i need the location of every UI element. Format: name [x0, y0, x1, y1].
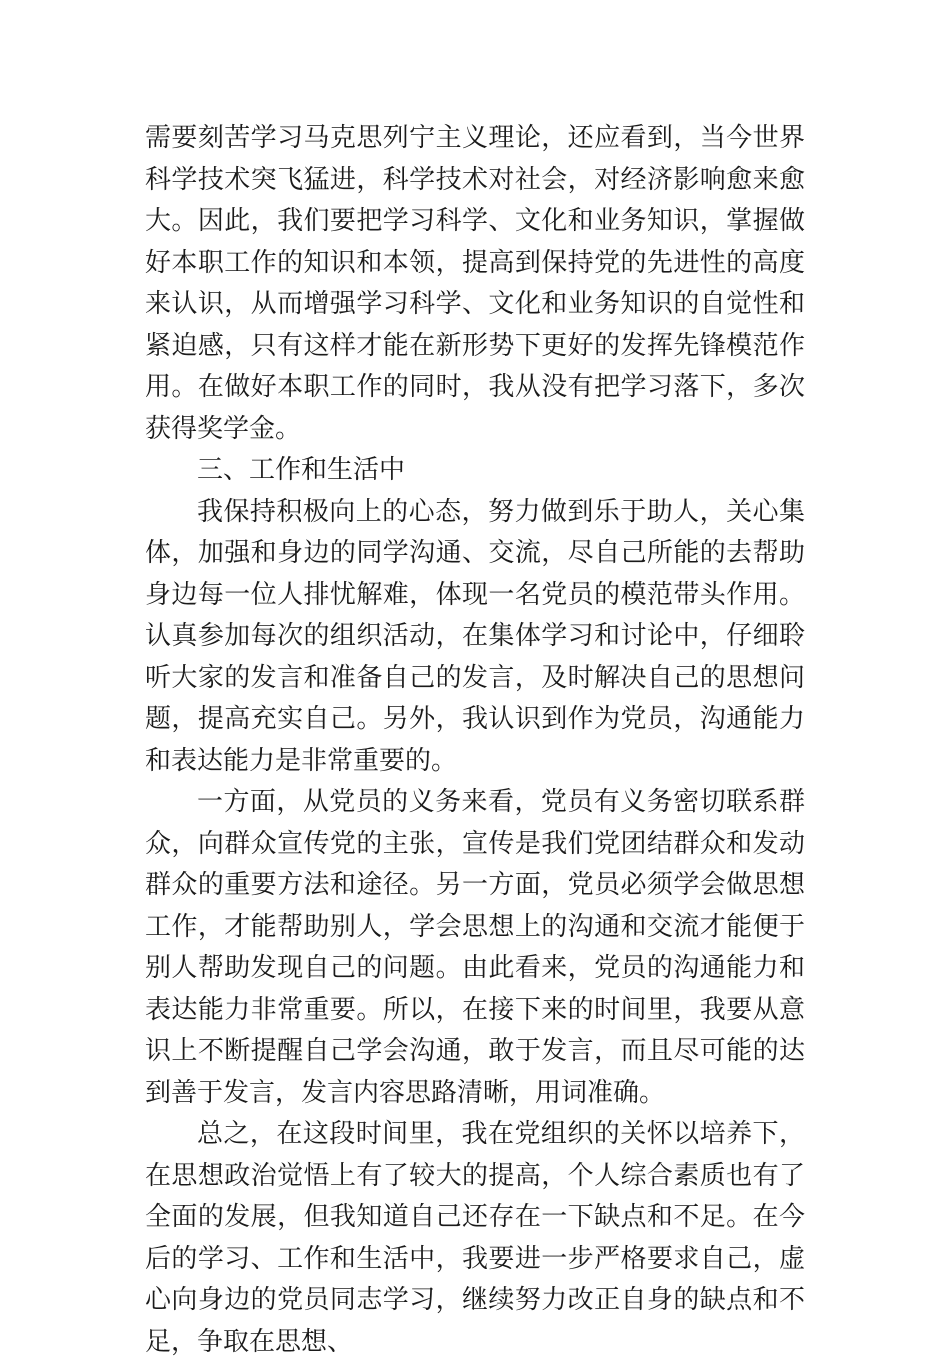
paragraph-attitude: 我保持积极向上的心态，努力做到乐于助人，关心集体，加强和身边的同学沟通、交流，尽自己所能的去帮助身边每一位人排忧解难，体现一名党员的模范带头作用。认真参加每次的组织活动，在集体学习和讨论中，仔细聆听大家的发言和准备自己的发言，及时解决自己的思想问题，提高充实自己。另外，我认识到作为党员，沟通能力和表达能力是非常重要的。	[145, 496, 805, 776]
document-body	[145, 118, 805, 1363]
paragraph-study-continuation: 需要刻苦学习马克思列宁主义理论，还应看到，当今世界科学技术突飞猛进，科学技术对社会，对经济影响愈来愈大。因此，我们要把学习科学、文化和业务知识，掌握做好本职工作的知识和本领，提高到保持党的先进性的高度来认识，从而增强学习科学、文化和业务知识的自觉性和紧迫感，只有这样才能在新形势下更好的发挥先锋模范作用。在做好本职工作的同时，我从没有把学习落下，多次获得奖学金。	[145, 123, 805, 444]
paragraph-conclusion: 总之，在这段时间里，我在党组织的关怀以培养下，在思想政治觉悟上有了较大的提高，个人综合素质也有了全面的发展，但我知道自己还存在一下缺点和不足。在今后的学习、工作和生活中，我要进一步严格要求自己，虚心向身边的党员同志学习，继续努力改正自身的缺点和不足，争取在思想、	[145, 1119, 805, 1357]
section-heading-work-and-life: 三、工作和生活中	[197, 455, 406, 485]
paragraph-communication: 一方面，从党员的义务来看，党员有义务密切联系群众，向群众宣传党的主张，宣传是我们党团结群众和发动群众的重要方法和途径。另一方面，党员必须学会做思想工作，才能帮助别人，学会思想上的沟通和交流才能便于别人帮助发现自己的问题。由此看来，党员的沟通能力和表达能力非常重要。所以，在接下来的时间里，我要从意识上不断提醒自己学会沟通，敢于发言，而且尽可能的达到善于发言，发言内容思路清晰，用词准确。	[145, 787, 805, 1108]
